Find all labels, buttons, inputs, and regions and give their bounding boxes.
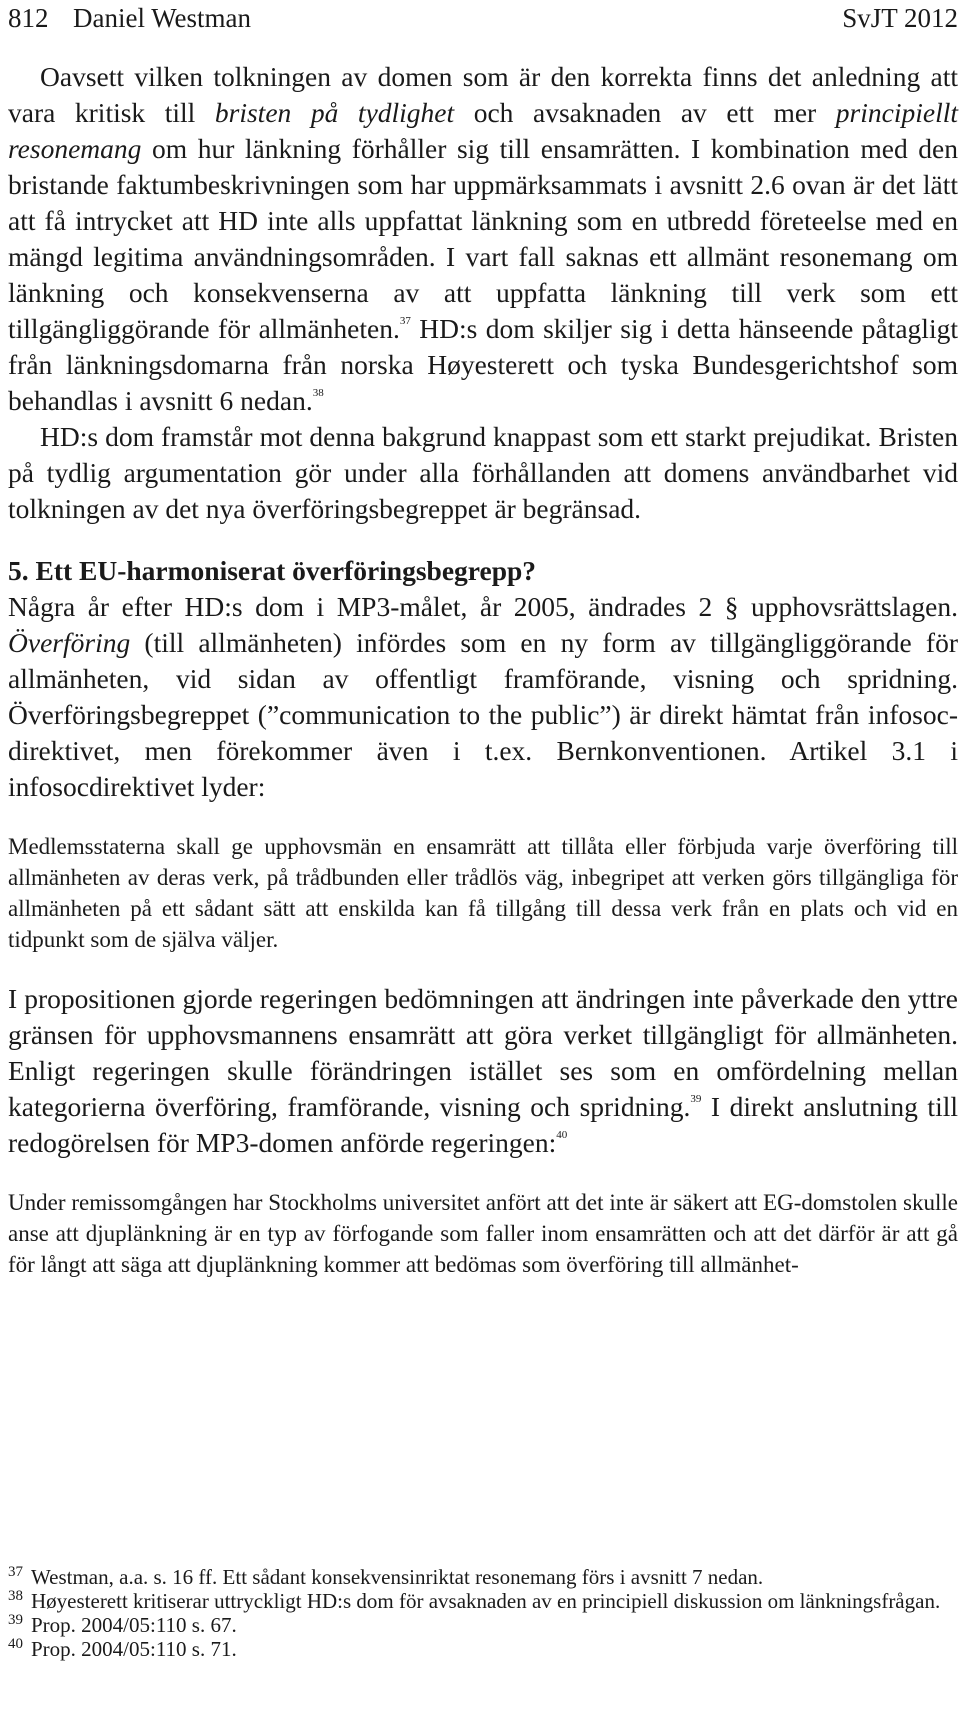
paragraph-4 [8, 981, 958, 1161]
text-run: HD:s dom skiljer sig i detta hänseende påtagligt från länkningsdomarna från norska Høyesterett och tyska Bundesgerichtshof som behandlas i avsnitt 6 nedan. [8, 313, 958, 416]
footnote-38 [8, 1589, 958, 1613]
footnote-number: 37 [8, 1564, 23, 1580]
paragraph-1 [8, 59, 958, 419]
emphasis: bristen på tydlighet [214, 97, 455, 128]
footnote-text: Høyesterett kritiserar uttryckligt HD:s dom för avsaknaden av en principiell diskussion om länkningsfrågan. [31, 1589, 941, 1613]
text-run: I direkt anslutning till redogörelsen för MP3-domen anförde regeringen: [8, 1091, 958, 1158]
footnote-ref-39[interactable]: 39 [690, 1092, 702, 1105]
footnote-text: Prop. 2004/05:110 s. 71. [31, 1637, 237, 1661]
paragraph-3 [8, 589, 958, 805]
main-text [8, 59, 958, 1306]
emphasis: principiellt resonemang [8, 97, 958, 164]
text-run: Oavsett vilken tolkningen av domen som är den korrekta finns det anledning att vara kritisk till [8, 61, 958, 128]
block-quote-2: Under remissomgången har Stockholms universitet anfört att det inte är säkert att EG-domstolen skulle anse att djuplänkning är en typ av förfogande som faller inom ensamrätten och att det därför är att gå för långt att säga att djuplänkning kommer att bedömas som överföring till allmänhet- [8, 1190, 958, 1277]
footnote-39 [8, 1613, 958, 1637]
running-head [8, 0, 958, 36]
footnote-text: Prop. 2004/05:110 s. 67. [31, 1613, 237, 1637]
paragraph-2: HD:s dom framstår mot denna bakgrund knappast som ett starkt prejudikat. Bristen på tydlig argumentation gör under alla förhållanden att domens användbarhet vid tolkningen av det nya överföringsbegreppet är begränsad. [8, 421, 958, 524]
emphasis: Överföring [8, 627, 131, 658]
footnote-ref-37[interactable]: 37 [399, 314, 411, 327]
footnote-number: 38 [8, 1588, 23, 1604]
footnote-text: Westman, a.a. s. 16 ff. Ett sådant konsekvensinriktat resonemang förs i avsnitt 7 nedan. [31, 1565, 764, 1589]
footnote-40 [8, 1637, 958, 1661]
text-run: (till allmänheten) infördes som en ny form av tillgängliggörande för allmänheten, vid sidan av offentligt framförande, visning och spridning. Överföringsbegreppet (”communication to the public”) är direkt hämtat från infosoc-direktivet, men förekommer även i t.ex. Bernkonventionen. Artikel 3.1 i infosocdirektivet lyder: [8, 627, 958, 802]
footnote-number: 40 [8, 1636, 23, 1652]
block-quote-1: Medlemsstaterna skall ge upphovsmän en ensamrätt att tillåta eller förbjuda varje överföring till allmänheten av deras verk, på trådbunden eller trådlös väg, inbegripet att verken görs tillgängliga för allmänheten på ett sådant sätt att enskilda kan få tillgång till dessa verk från en plats och vid en tidpunkt som de själva väljer. [8, 834, 958, 952]
text-run: I propositionen gjorde regeringen bedömningen att ändringen inte påverkade den yttre gränsen för upphovsmannens ensamrätt att göra verket tillgängligt för allmänheten. Enligt regeringen skulle förändringen istället ses som en omfördelning mellan kategorierna överföring, framförande, visning och spridning. [8, 983, 958, 1122]
footnote-number: 39 [8, 1612, 23, 1628]
running-head-journal: SvJT 2012 [842, 3, 958, 33]
text-run: och avsaknaden av ett mer [454, 97, 836, 128]
footnote-37 [8, 1565, 958, 1589]
text-run: Några år efter HD:s dom i MP3-målet, år 2005, ändrades 2 § upphovsrättslagen. [8, 591, 958, 622]
section-heading: 5. Ett EU-harmoniserat överföringsbegrepp? [8, 555, 537, 586]
running-head-author: Daniel Westman [73, 3, 252, 33]
footnotes [8, 1565, 958, 1661]
footnote-ref-40[interactable]: 40 [556, 1128, 568, 1141]
footnote-ref-38[interactable]: 38 [312, 386, 324, 399]
text-run: om hur länkning förhåller sig till ensamrätten. I kombination med den bristande faktumbeskrivningen som har uppmärksammats i avsnitt 2.6 ovan är det lätt att få intrycket att HD inte alls uppfattat länkning som en utbredd företeelse med en mängd legitima användningsområden. I vart fall saknas ett allmänt resonemang om länkning och konsekvenserna av att uppfatta länkning till verk som ett tillgängliggörande för allmänheten. [8, 133, 958, 344]
page-number: 812 [8, 3, 49, 33]
